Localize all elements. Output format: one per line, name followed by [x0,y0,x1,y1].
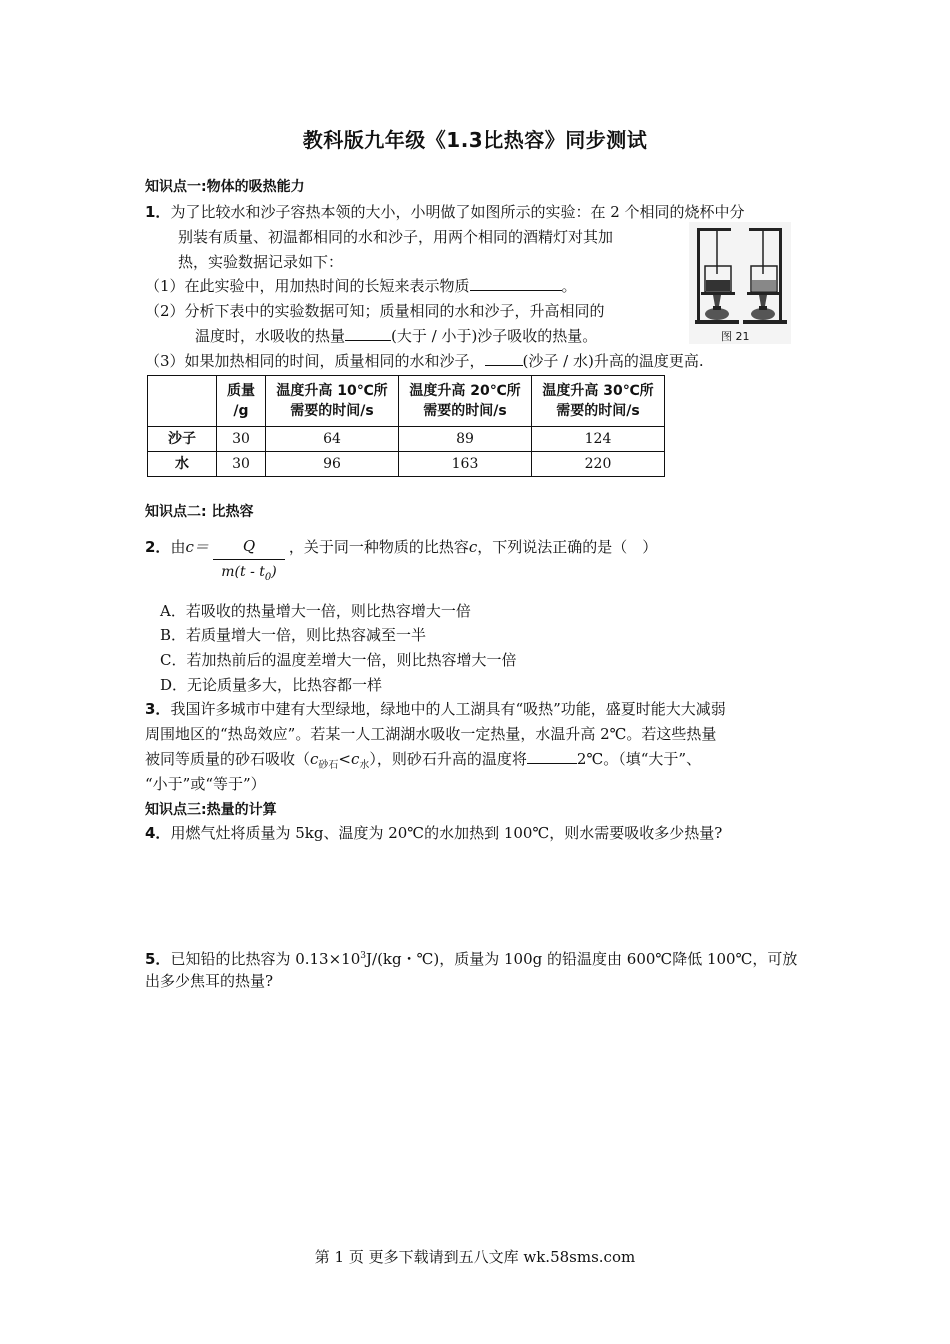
header-text: 质量 [227,383,255,399]
page-title: 教科版九年级《1.3比热容》同步测试 [302,128,648,152]
question-number: 5． [145,950,171,968]
question-5-line-2: 出多少焦耳的热量? [145,972,274,990]
section-heading-1: 知识点一:物体的吸热能力 [145,179,305,195]
table-cell: 89 [399,427,532,452]
figure-label: 图 21 [721,330,750,343]
question-1-line-1: 1．为了比较水和沙子容热本领的大小，小明做了如图所示的实验：在 2 个相同的烧杯中分 [145,203,745,221]
section-heading-3: 知识点三:热量的计算 [145,802,277,818]
question-1-part-3: （3）如果加热相同的时间，质量相同的水和沙子， (沙子 / 水)升高的温度更高. [145,352,704,370]
question-1-line-2: 别装有质量、初温都相同的水和沙子，用两个相同的酒精灯对其加 [178,228,614,246]
answer-blank[interactable] [485,351,523,366]
table-cell: 水 [148,452,217,477]
table-row [148,452,665,477]
option-c[interactable]: C．若加热前后的温度差增大一倍，则比热容增大一倍 [160,651,517,669]
question-1-part-1: （1）在此实验中，用加热时间的长短来表示物质 。 [145,277,577,295]
table-header-cell: 温度升高 30℃所 需要的时间/s [532,376,665,427]
question-1-part-2-line-2: 温度时，水吸收的热量 (大于 / 小于)沙子吸收的热量。 [195,327,598,345]
question-2-stem: 2．由c＝ ，关于同一种物质的比热容c，下列说法正确的是（ ） [145,538,658,556]
formula-denominator: $m(t - t_0)$ [221,564,277,583]
formula-numerator: Q [242,537,256,555]
question-3-line-1: 3．我国许多城市中建有大型绿地，绿地中的人工湖具有“吸热”功能，盛夏时能大大减弱 [145,700,726,718]
option-a[interactable]: A．若吸收的热量增大一倍，则比热容增大一倍 [160,602,471,620]
page-footer: 第 1 页 更多下载请到五八文库 wk.58sms.com [314,1248,636,1266]
table-cell: 64 [266,427,399,452]
question-3-line-2: 周围地区的“热岛效应”。若某一人工湖湖水吸收一定热量，水温升高 2℃。若这些热量 [145,725,717,743]
question-4: 4．用燃气灶将质量为 5kg、温度为 20℃的水加热到 100℃，则水需要吸收多少热量? [145,824,723,842]
experiment-figure [689,222,791,344]
table-header-cell: 质量 /g [217,376,266,427]
answer-blank[interactable] [470,276,562,291]
table-cell: 30 [217,452,266,477]
question-5-line-1: 5．已知铅的比热容为 $0.13\times 10^3J/(kg$・℃)，质量为 100g 的铅温度由 600℃降低 100℃，可放 [145,950,798,968]
question-3-line-3: 被同等质量的砂石吸收$(c_{砂石}<c_水)$，则砂石升高的温度将 2℃。（填“大于”、 [145,750,702,771]
table-cell: 163 [399,452,532,477]
question-1-line-3: 热，实验数据记录如下： [178,253,344,271]
fraction-bar [213,559,285,560]
question-1-part-2: （2）分析下表中的实验数据可知；质量相同的水和沙子，升高相同的 [145,302,605,320]
option-b[interactable]: B．若质量增大一倍，则比热容减至一半 [160,626,427,644]
question-number: 2． [145,538,171,556]
table-header-cell: 温度升高 10℃所 需要的时间/s [266,376,399,427]
answer-blank[interactable] [345,326,391,341]
table-cell: 96 [266,452,399,477]
beaker-apparatus-illustration [689,222,791,344]
question-number: 4． [145,824,171,842]
question-number: 3． [145,700,171,718]
table-cell: 沙子 [148,427,217,452]
option-d[interactable]: D．无论质量多大，比热容都一样 [160,676,383,694]
table-header-row [148,376,665,427]
section-heading-2: 知识点二: 比热容 [145,504,254,520]
answer-blank[interactable] [527,749,577,764]
table-cell: 124 [532,427,665,452]
table-header-cell [148,376,217,427]
table-cell: 220 [532,452,665,477]
table-header-cell: 温度升高 20℃所 需要的时间/s [399,376,532,427]
table-cell: 30 [217,427,266,452]
specific-heat-formula [213,537,285,583]
question-3-line-4: “小于”或“等于”） [145,775,266,793]
data-table [147,375,665,477]
question-number: 1． [145,203,171,221]
table-row [148,427,665,452]
